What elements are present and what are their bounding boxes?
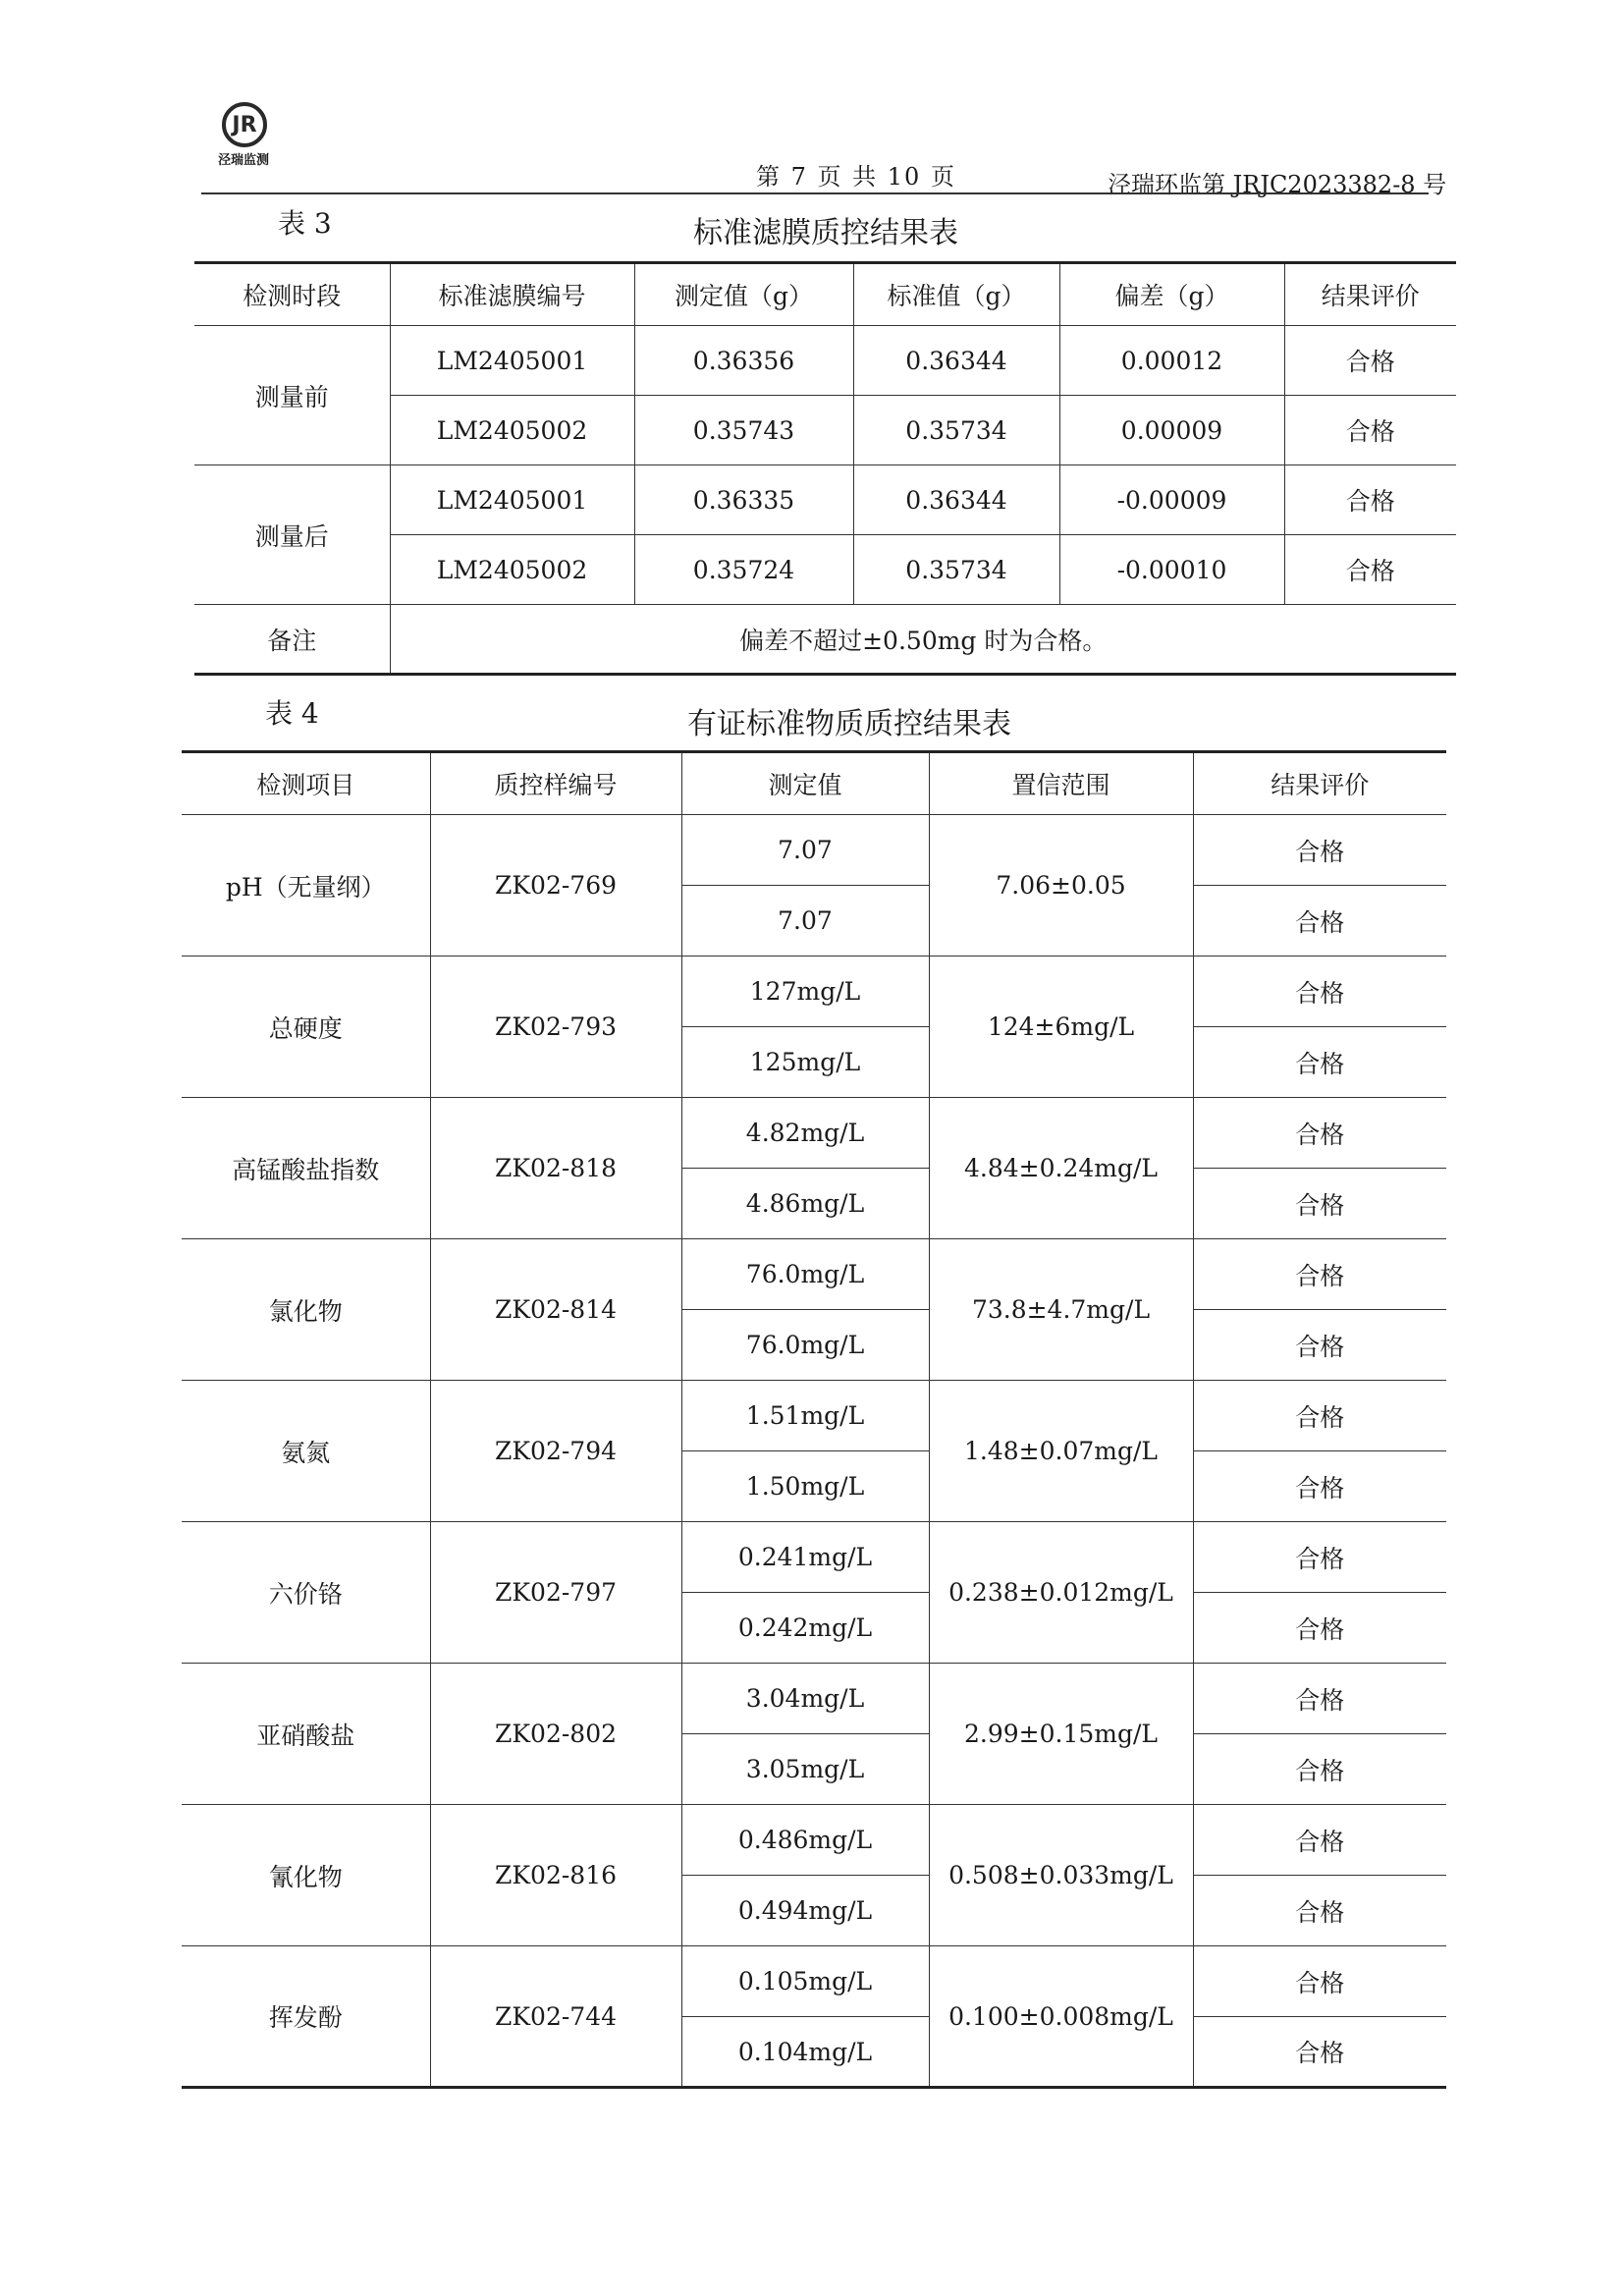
result-cell: 合格 (1193, 1876, 1446, 1946)
remark-row (194, 605, 1456, 675)
table3-caption: 表 3 (278, 207, 332, 240)
measured-cell: 0.36335 (634, 465, 853, 535)
measured-cell: 76.0mg/L (681, 1310, 929, 1381)
measured-cell: 0.35724 (634, 535, 853, 605)
item-name-cell: 总硬度 (182, 957, 430, 1098)
table-row (182, 1805, 1446, 1876)
result-cell: 合格 (1193, 1098, 1446, 1169)
measured-cell: 125mg/L (681, 1027, 929, 1098)
measured-cell: 3.05mg/L (681, 1734, 929, 1805)
standard-cell: 0.35734 (853, 535, 1059, 605)
item-name-cell: 氰化物 (182, 1805, 430, 1946)
result-cell: 合格 (1284, 326, 1456, 396)
qc-code-cell: ZK02-794 (430, 1381, 681, 1522)
period-cell: 测量前 (194, 326, 390, 465)
result-cell: 合格 (1284, 535, 1456, 605)
result-cell: 合格 (1284, 396, 1456, 465)
table-row (182, 1381, 1446, 1451)
measured-cell: 0.105mg/L (681, 1946, 929, 2017)
measured-cell: 7.07 (681, 886, 929, 957)
table-header-row (194, 263, 1456, 326)
qc-code-cell: ZK02-814 (430, 1239, 681, 1381)
result-cell: 合格 (1193, 1734, 1446, 1805)
measured-cell: 1.51mg/L (681, 1381, 929, 1451)
filter-qc-table (194, 261, 1456, 676)
measured-cell: 3.04mg/L (681, 1664, 929, 1734)
item-name-cell: 亚硝酸盐 (182, 1664, 430, 1805)
result-cell: 合格 (1193, 1593, 1446, 1664)
measured-cell: 0.35743 (634, 396, 853, 465)
range-cell: 4.84±0.24mg/L (929, 1098, 1193, 1239)
header-divider (201, 192, 1429, 194)
measured-cell: 127mg/L (681, 957, 929, 1027)
measured-cell: 0.486mg/L (681, 1805, 929, 1876)
report-number: 泾瑞环监第 JRJC2023382-8 号 (1108, 171, 1447, 198)
item-name-cell: 挥发酚 (182, 1946, 430, 2088)
header-cell: 偏差（g） (1059, 263, 1284, 326)
result-cell: 合格 (1193, 1381, 1446, 1451)
deviation-cell: 0.00009 (1059, 396, 1284, 465)
table-row (182, 1239, 1446, 1310)
result-cell: 合格 (1193, 1805, 1446, 1876)
result-cell: 合格 (1193, 2017, 1446, 2088)
result-cell: 合格 (1193, 815, 1446, 886)
qc-code-cell: ZK02-802 (430, 1664, 681, 1805)
range-cell: 124±6mg/L (929, 957, 1193, 1098)
remark-label: 备注 (194, 605, 390, 675)
measured-cell: 0.36356 (634, 326, 853, 396)
result-cell: 合格 (1193, 1239, 1446, 1310)
table-row (182, 1098, 1446, 1169)
company-logo (218, 102, 277, 167)
range-cell: 0.238±0.012mg/L (929, 1522, 1193, 1664)
measured-cell: 1.50mg/L (681, 1451, 929, 1522)
header-cell: 质控样编号 (430, 752, 681, 815)
range-cell: 7.06±0.05 (929, 815, 1193, 957)
standard-cell: 0.35734 (853, 396, 1059, 465)
logo-text: 泾瑞监测 (218, 153, 270, 168)
result-cell: 合格 (1193, 1310, 1446, 1381)
result-cell: 合格 (1193, 1169, 1446, 1239)
table-row (194, 326, 1456, 396)
item-name-cell: 六价铬 (182, 1522, 430, 1664)
measured-cell: 4.82mg/L (681, 1098, 929, 1169)
table4-title: 有证标准物质质控结果表 (687, 707, 1011, 741)
measured-cell: 0.104mg/L (681, 2017, 929, 2088)
qc-code-cell: ZK02-793 (430, 957, 681, 1098)
standard-cell: 0.36344 (853, 465, 1059, 535)
logo-mark: JR (222, 102, 267, 147)
remark-text: 偏差不超过±0.50mg 时为合格。 (390, 605, 1456, 675)
measured-cell: 4.86mg/L (681, 1169, 929, 1239)
standard-cell: 0.36344 (853, 326, 1059, 396)
table4-caption: 表 4 (265, 697, 319, 730)
qc-code-cell: ZK02-818 (430, 1098, 681, 1239)
table3-title: 标准滤膜质控结果表 (693, 216, 958, 250)
filter-id-cell: LM2405001 (390, 465, 634, 535)
result-cell: 合格 (1193, 1664, 1446, 1734)
page-number: 第 7 页 共 10 页 (756, 163, 956, 191)
qc-code-cell: ZK02-769 (430, 815, 681, 957)
table-header-row (182, 752, 1446, 815)
deviation-cell: -0.00010 (1059, 535, 1284, 605)
result-cell: 合格 (1193, 1946, 1446, 2017)
table-row (194, 465, 1456, 535)
range-cell: 0.508±0.033mg/L (929, 1805, 1193, 1946)
table-row (182, 815, 1446, 886)
filter-id-cell: LM2405002 (390, 535, 634, 605)
result-cell: 合格 (1193, 1522, 1446, 1593)
header-cell: 测定值（g） (634, 263, 853, 326)
table-row (182, 1664, 1446, 1734)
result-cell: 合格 (1193, 1027, 1446, 1098)
header-cell: 标准值（g） (853, 263, 1059, 326)
qc-code-cell: ZK02-816 (430, 1805, 681, 1946)
header-cell: 检测项目 (182, 752, 430, 815)
qc-code-cell: ZK02-744 (430, 1946, 681, 2088)
header-cell: 测定值 (681, 752, 929, 815)
table4-body (182, 815, 1446, 2088)
measured-cell: 7.07 (681, 815, 929, 886)
reference-material-qc-table (182, 750, 1446, 2089)
filter-id-cell: LM2405001 (390, 326, 634, 396)
item-name-cell: 氯化物 (182, 1239, 430, 1381)
result-cell: 合格 (1193, 957, 1446, 1027)
item-name-cell: pH（无量纲） (182, 815, 430, 957)
result-cell: 合格 (1193, 1451, 1446, 1522)
range-cell: 2.99±0.15mg/L (929, 1664, 1193, 1805)
header-cell: 结果评价 (1193, 752, 1446, 815)
range-cell: 73.8±4.7mg/L (929, 1239, 1193, 1381)
table-row (182, 1522, 1446, 1593)
range-cell: 0.100±0.008mg/L (929, 1946, 1193, 2088)
range-cell: 1.48±0.07mg/L (929, 1381, 1193, 1522)
header-cell: 置信范围 (929, 752, 1193, 815)
item-name-cell: 氨氮 (182, 1381, 430, 1522)
filter-id-cell: LM2405002 (390, 396, 634, 465)
deviation-cell: -0.00009 (1059, 465, 1284, 535)
header-cell: 检测时段 (194, 263, 390, 326)
header-cell: 标准滤膜编号 (390, 263, 634, 326)
period-cell: 测量后 (194, 465, 390, 605)
table-row (182, 1946, 1446, 2017)
result-cell: 合格 (1284, 465, 1456, 535)
header-cell: 结果评价 (1284, 263, 1456, 326)
measured-cell: 0.242mg/L (681, 1593, 929, 1664)
measured-cell: 0.494mg/L (681, 1876, 929, 1946)
item-name-cell: 高锰酸盐指数 (182, 1098, 430, 1239)
measured-cell: 76.0mg/L (681, 1239, 929, 1310)
qc-code-cell: ZK02-797 (430, 1522, 681, 1664)
deviation-cell: 0.00012 (1059, 326, 1284, 396)
table-row (182, 957, 1446, 1027)
result-cell: 合格 (1193, 886, 1446, 957)
measured-cell: 0.241mg/L (681, 1522, 929, 1593)
